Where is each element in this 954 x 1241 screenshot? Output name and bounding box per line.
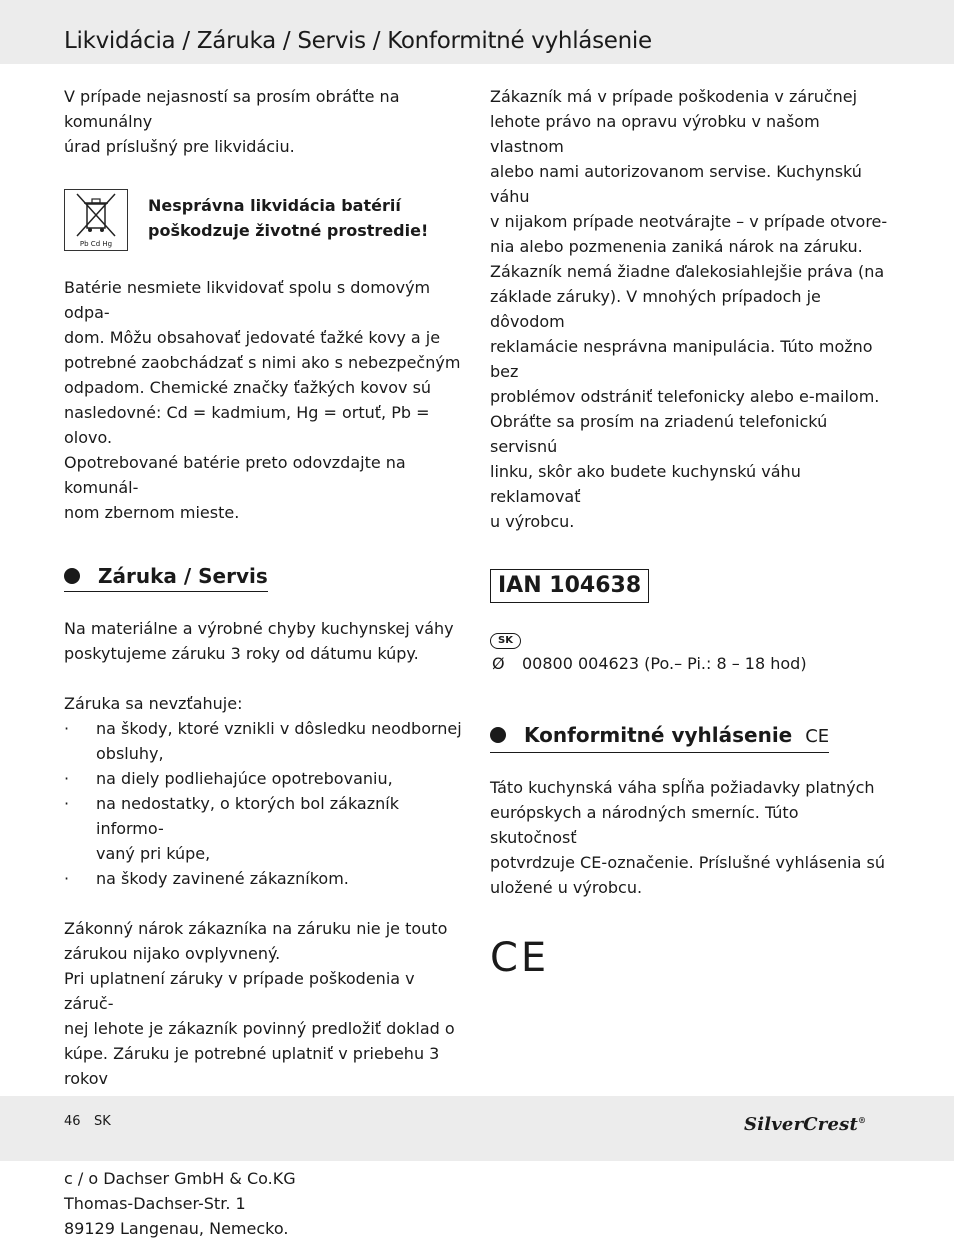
page-title: Likvidácia / Záruka / Servis / Konformitné vyhlásenie [64, 28, 652, 54]
conformity-text: Táto kuchynská váha spĺňa požiadavky platných európskych a národných smerníc. Túto skutočnosť potvrdzuje CE-označenie. Príslušné vyhlásenia sú uložené u výrobcu. [490, 778, 885, 897]
brand-logo: SilverCrest® [744, 1114, 867, 1135]
list-item: · na nedostatky, o ktorých bol zákazník informo- vaný pri kúpe, [64, 791, 464, 866]
conformity-heading [490, 721, 829, 753]
warranty-intro: Na materiálne a výrobné chyby kuchynskej váhy poskytujeme záruku 3 roky od dátumu kúpy. [64, 619, 454, 663]
ce-mark-icon: CE [805, 726, 830, 747]
right-column [490, 84, 890, 981]
footer-language: SK [94, 1114, 111, 1129]
repair-text: Zákazník má v prípade poškodenia v záručnej lehote právo na opravu výrobku v našom vlastnom alebo nami autorizovanom servise. Kuchynskú váhu v nijakom prípade neotvárajte – v prípade otvore- nia alebo pozmenenia zaniká nárok na záruku. Zákazník nemá žiadne ďalekosiahlejšie práva (na základe záruky). V mnohých prípadoch je dôvodom reklamácie nesprávna manipulácia. Túto možno bez problémov odstrániť telefonicky alebo e-mailom. Obráťte sa prosím na zriadenú telefonickú servisnú linku, skôr ako budete kuchynskú váhu reklamovať u výrobcu. [490, 87, 888, 531]
crossed-bin-icon [64, 189, 128, 251]
conformity-heading-label: Konformitné vyhlásenie [524, 723, 793, 747]
page-footer [0, 1096, 954, 1161]
legal-text: Zákonný nárok zákazníka na záruku nie je touto zárukou nijako ovplyvnený. Pri uplatnení záruky v prípade poškodenia v záruč- nej lehote je zákazník povinný predložiť doklad o kúpe. Záruku je potrebné uplatniť v priebehu 3 rokov [64, 919, 455, 1088]
left-column [64, 84, 464, 1241]
battery-text: Batérie nesmiete likvidovať spolu s domovým odpa- dom. Môžu obsahovať jedovaté ťažké kovy a je potrebné zaobchádzať s nimi ako s nebezpečným odpadom. Chemické značky ťažkých kovov sú nasledovné: Cd = kadmium, Hg = ortuť, Pb = olovo. Opotrebované batérie preto odovzdajte na komunál- nom zbernom mieste. [64, 278, 461, 522]
list-item: · na diely podliehajúce opotrebovaniu, [64, 766, 464, 791]
page-header [0, 0, 954, 64]
phone-icon: Ø [492, 654, 505, 673]
bullet-icon [490, 727, 506, 743]
bullet-icon [64, 568, 80, 584]
warranty-heading [64, 562, 268, 592]
exclusions-list [64, 716, 464, 891]
list-item: · na škody zavinené zákazníkom. [64, 866, 464, 891]
list-item: · na škody, ktoré vznikli v dôsledku neodbornej obsluhy, [64, 716, 464, 766]
battery-warning [64, 189, 464, 249]
hotline-number: 00800 004623 (Po.– Pi.: 8 – 18 hod) [522, 654, 807, 673]
bin-icon-label: Pb Cd Hg [79, 240, 113, 248]
exclusions-title: Záruka sa nevzťahuje: [64, 694, 243, 713]
warning-text: Nesprávna likvidácia batérií poškodzuje životné prostredie! [148, 196, 429, 240]
page-number: 46 [64, 1114, 81, 1129]
ian-number: IAN 104638 [490, 569, 649, 603]
service-address: c / o Dachser GmbH & Co.KG Thomas-Dachser-Str. 1 89129 Langenau, Nemecko. [64, 1169, 296, 1238]
ce-mark-large-icon: CE [490, 935, 550, 981]
hotline-row [490, 651, 890, 676]
warranty-heading-label: Záruka / Servis [98, 564, 268, 588]
brand-name: SilverCrest [744, 1114, 858, 1135]
disposal-intro: V prípade nejasností sa prosím obráťte na komunálny úrad príslušný pre likvidáciu. [64, 87, 400, 156]
country-badge: SK [490, 633, 521, 649]
